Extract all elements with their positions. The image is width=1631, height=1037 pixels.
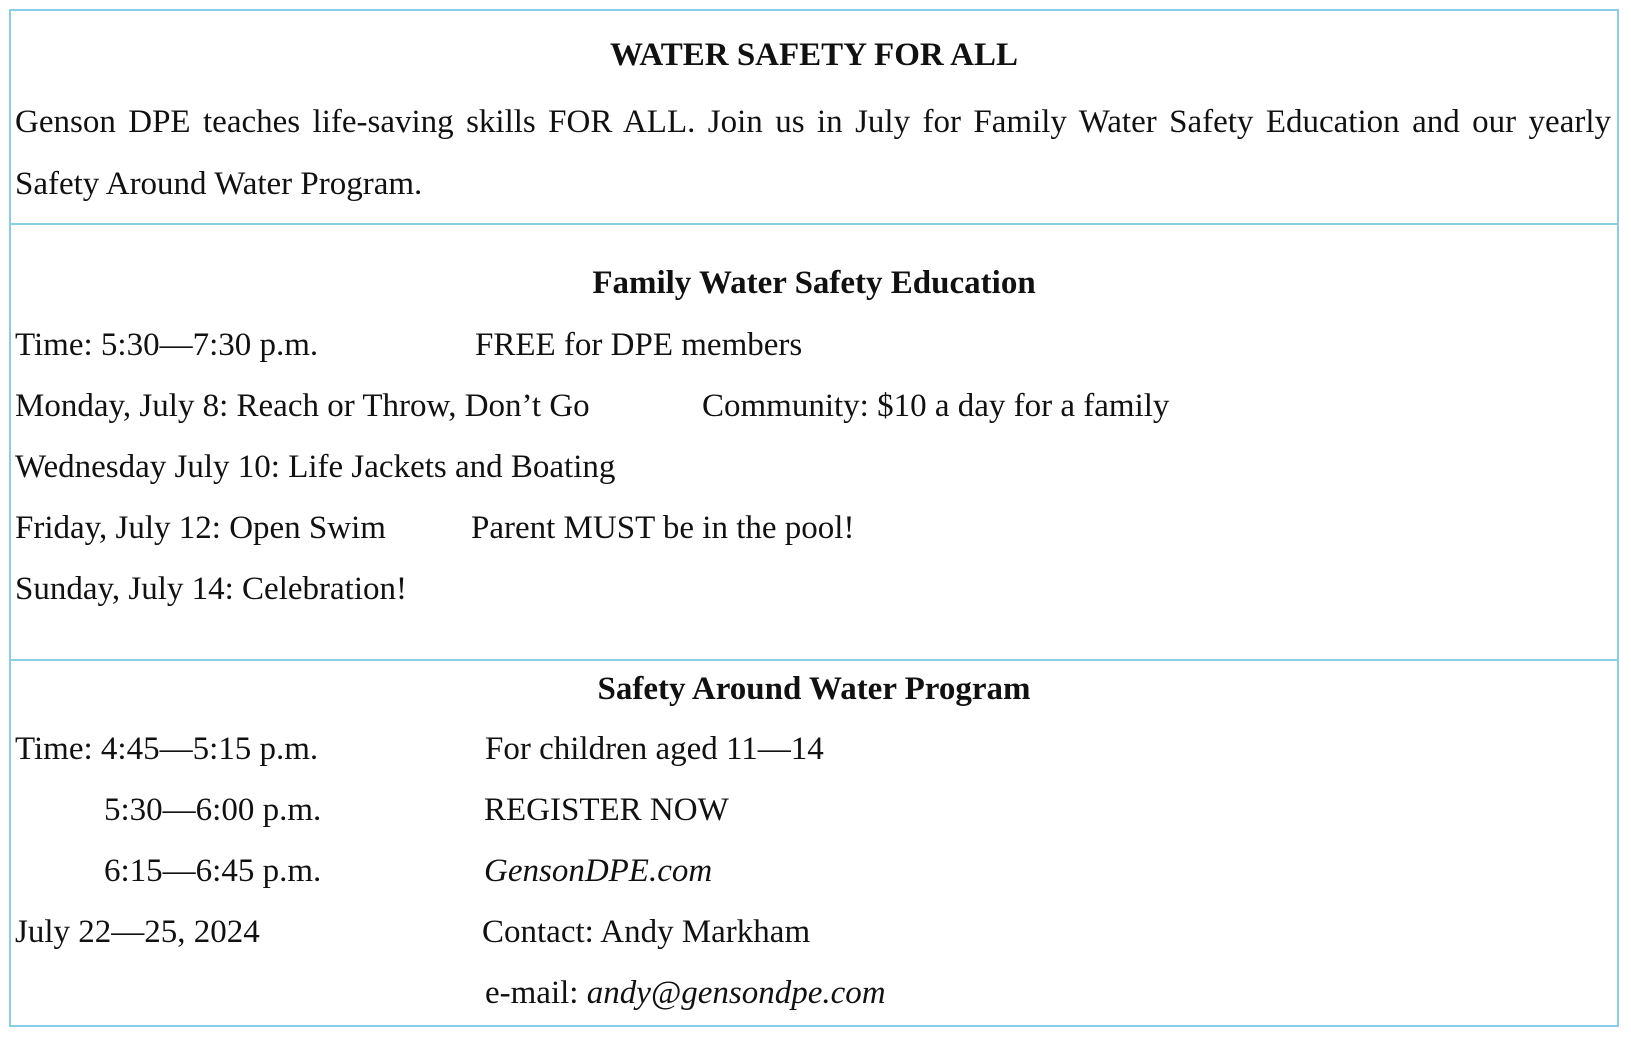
- intro-section: [11, 11, 1617, 225]
- parent-note: Parent MUST be in the pool!: [471, 510, 855, 546]
- flyer-frame: [9, 9, 1619, 1027]
- community-fee: Community: $10 a day for a family: [702, 388, 1170, 424]
- main-title: WATER SAFETY FOR ALL: [610, 37, 1018, 73]
- program-dates: July 22—25, 2024: [15, 914, 260, 950]
- age-range: For children aged 11—14: [485, 731, 824, 767]
- email-label: e-mail:: [485, 975, 587, 1011]
- program-heading: Safety Around Water Program: [597, 671, 1031, 707]
- program-time-first: Time: 4:45—5:15 p.m.: [15, 731, 319, 767]
- program-section: [11, 661, 1617, 1025]
- member-fee: FREE for DPE members: [475, 327, 803, 363]
- email-line: [485, 973, 886, 1013]
- intro-paragraph: Genson DPE teaches life-saving skills FOR ALL. Join us in July for Family Water Safety Education and our yearly Safety Around Water Program.: [15, 104, 1611, 202]
- session-friday: Friday, July 12: Open Swim: [15, 510, 386, 546]
- email-link[interactable]: andy@gensondpe.com: [586, 975, 886, 1011]
- website-link[interactable]: GensonDPE.com: [484, 853, 713, 889]
- session-monday: Monday, July 8: Reach or Throw, Don’t Go: [15, 388, 590, 424]
- family-education-time: Time: 5:30—7:30 p.m.: [15, 327, 319, 363]
- contact-name: Contact: Andy Markham: [482, 914, 811, 950]
- family-education-heading: Family Water Safety Education: [592, 265, 1036, 301]
- session-wednesday: Wednesday July 10: Life Jackets and Boating: [15, 449, 616, 485]
- program-time-third: 6:15—6:45 p.m.: [104, 853, 322, 889]
- family-education-section: [11, 225, 1617, 661]
- session-sunday: Sunday, July 14: Celebration!: [15, 571, 407, 607]
- program-time-second: 5:30—6:00 p.m.: [104, 792, 322, 828]
- register-now: REGISTER NOW: [484, 792, 729, 828]
